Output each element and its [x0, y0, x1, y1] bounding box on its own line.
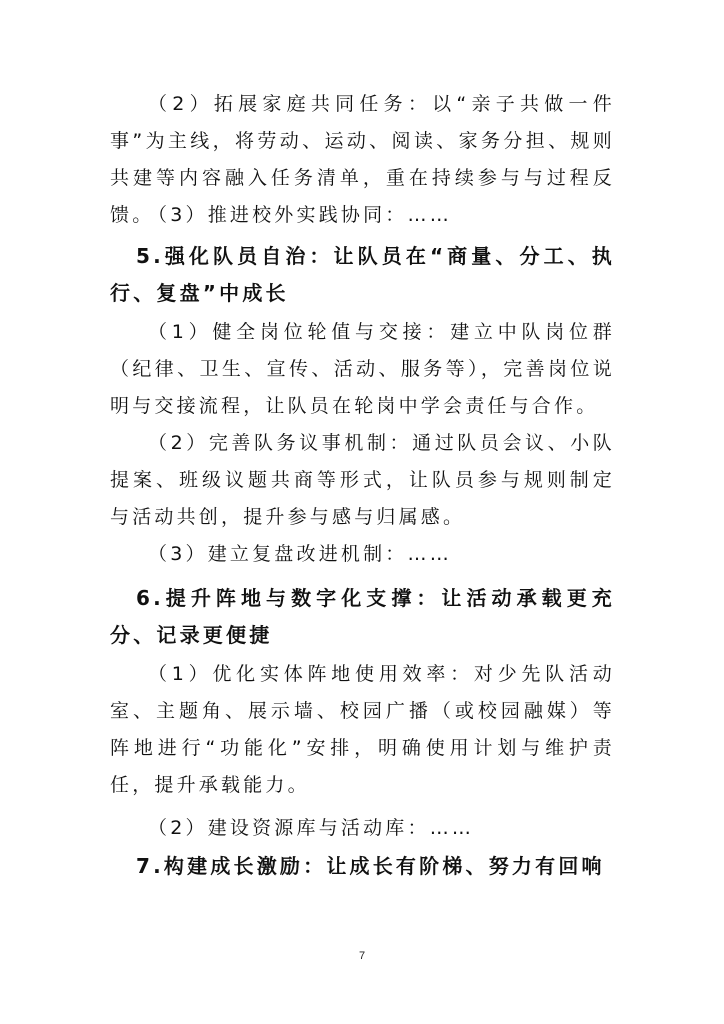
paragraph-resource-library: （2）建设资源库与活动库：……	[148, 817, 475, 839]
paragraph-offsite-practice: （3）推进校外实践协同：……	[148, 204, 452, 226]
section-heading-6: 6.提升阵地与数字化支撑：让活动承载更充分、记录更便捷	[110, 586, 615, 647]
section-heading-5: 5.强化队员自治：让队员在“商量、分工、执行、复盘”中成长	[110, 244, 615, 305]
paragraph-family-tasks: （2）拓展家庭共同任务：以“亲子共做一件事”为主线，将劳动、运动、阅读、家务分担、规则共建等内容融入任务清单，重在持续参与与过程反馈。	[110, 93, 615, 226]
paragraph-review-mechanism: （3）建立复盘改进机制：……	[148, 543, 452, 565]
paragraph-post-rotation: （1）健全岗位轮值与交接：建立中队岗位群（纪律、卫生、宣传、活动、服务等），完善岗位说明与交接流程，让队员在轮岗中学会责任与合作。	[110, 321, 615, 417]
page-number: 7	[358, 950, 366, 962]
section-heading-7: 7.构建成长激励：让成长有阶梯、努力有回响	[136, 854, 605, 878]
paragraph-team-affairs: （2）完善队务议事机制：通过队员会议、小队提案、班级议题共商等形式，让队员参与规则制定与活动共创，提升参与感与归属感。	[110, 432, 615, 528]
paragraph-venue-efficiency: （1）优化实体阵地使用效率：对少先队活动室、主题角、展示墙、校园广播（或校园融媒）等阵地进行“功能化”安排，明确使用计划与维护责任，提升承载能力。	[110, 663, 615, 796]
